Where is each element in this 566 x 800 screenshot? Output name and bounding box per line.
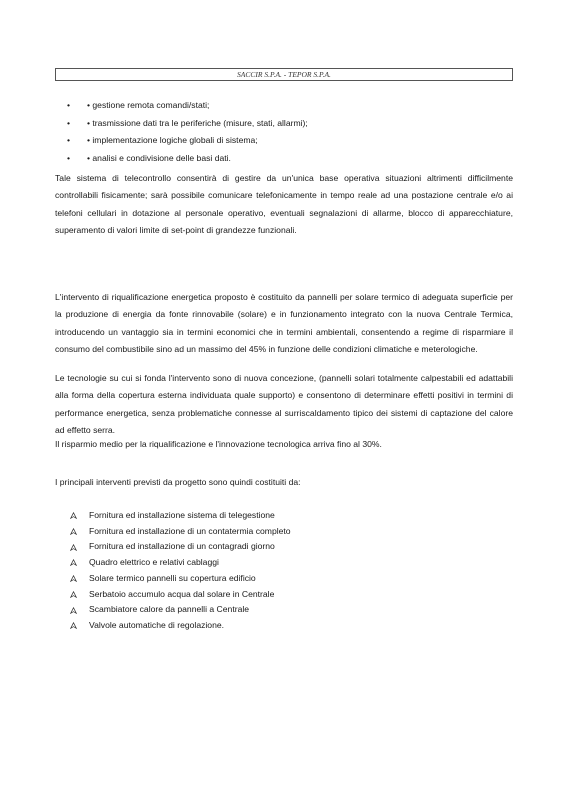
list-item-text: Valvole automatiche di regolazione.	[89, 619, 225, 630]
list-item-text: • implementazione logiche globali di sistema;	[87, 135, 258, 145]
features-bullet-list	[67, 97, 507, 167]
list-item-text: Fornitura ed installazione di un contatermia completo	[89, 525, 291, 536]
list-item-text: • analisi e condivisione delle basi dati.	[87, 152, 231, 163]
list-item	[70, 555, 490, 571]
arrowhead-bullet-icon	[70, 528, 89, 535]
list-item	[70, 508, 490, 524]
list-item-text: Fornitura ed installazione di un contagradi giorno	[89, 541, 275, 552]
list-item	[67, 97, 507, 115]
list-item	[67, 132, 507, 150]
header-title: SACCIR S.P.A. - TEPOR S.P.A.	[237, 70, 331, 79]
list-item-text: • gestione remota comandi/stati;	[87, 100, 210, 110]
bullet-marker: •	[67, 135, 71, 145]
list-item	[70, 571, 490, 587]
bullet-marker: •	[67, 117, 71, 128]
list-item	[70, 618, 490, 634]
list-item	[70, 524, 490, 540]
arrowhead-bullet-icon	[70, 544, 89, 551]
list-item	[70, 587, 490, 603]
arrowhead-bullet-icon	[70, 512, 89, 519]
list-item-text: Quadro elettrico e relativi cablaggi	[89, 557, 219, 568]
list-item	[70, 539, 490, 555]
arrowhead-bullet-icon	[70, 622, 89, 629]
list-item	[67, 115, 507, 133]
savings-paragraph: Il risparmio medio per la riqualificazione e l'innovazione tecnologica arriva fino al 30%.	[55, 439, 382, 449]
arrowhead-bullet-icon	[70, 575, 89, 582]
arrowhead-bullet-icon	[70, 607, 89, 614]
interventions-intro: I principali interventi previsti da progetto sono quindi costituiti da:	[55, 477, 301, 487]
list-item-text: Scambiatore calore da pannelli a Centrale	[89, 604, 250, 615]
interventions-list	[70, 508, 490, 634]
bullet-marker: •	[67, 152, 71, 163]
list-item	[67, 150, 507, 168]
technology-paragraph: Le tecnologie su cui si fonda l'intervento sono di nuova concezione, (pannelli solari totalmente calpestabili ed adattabili alla forma della copertura esterna individuata quale supporto) e consentono di determinare effetti positivi in termini di performance energetica, senza problematiche connesse al surriscaldamento tipico dei sistemi di captazione del calore ad effetto serra.	[55, 373, 513, 436]
list-item	[70, 602, 490, 618]
energy-upgrade-paragraph: L'intervento di riqualificazione energetica proposto è costituito da pannelli per solare termico di adeguata superficie per la produzione di energia da fonte rinnovabile (solare) e in funzionamento integrato con la nuova Centrale Termica, introducendo un vantaggio sia in termini economici che in termini ambientali, consentendo a regime di risparmiare il consumo del combustibile sino ad un massimo del 45% in funzione delle condizioni climatiche e meterologiche.	[55, 292, 513, 355]
arrowhead-bullet-icon	[70, 559, 89, 566]
telecontrol-paragraph: Tale sistema di telecontrollo consentirà di gestire da un'unica base operativa situazioni altrimenti difficilmente controllabili fisicamente; sarà possibile comunicare telefonicamente in tempo reale ad una postazione centrale e/o ai telefoni cellulari in dotazione al personale operativo, eventuali segnalazioni di allarme, blocco di apparecchiature, superamento di valori limite di set-point di grandezze funzionali.	[55, 173, 513, 236]
list-item-text: Fornitura ed installazione sistema di telegestione	[89, 510, 275, 520]
bullet-marker: •	[67, 100, 71, 110]
list-item-text: • trasmissione dati tra le periferiche (misure, stati, allarmi);	[87, 117, 308, 128]
arrowhead-bullet-icon	[70, 591, 89, 598]
document-header	[55, 68, 513, 81]
list-item-text: Serbatoio accumulo acqua dal solare in Centrale	[89, 588, 275, 599]
list-item-text: Solare termico pannelli su copertura edificio	[89, 572, 256, 583]
